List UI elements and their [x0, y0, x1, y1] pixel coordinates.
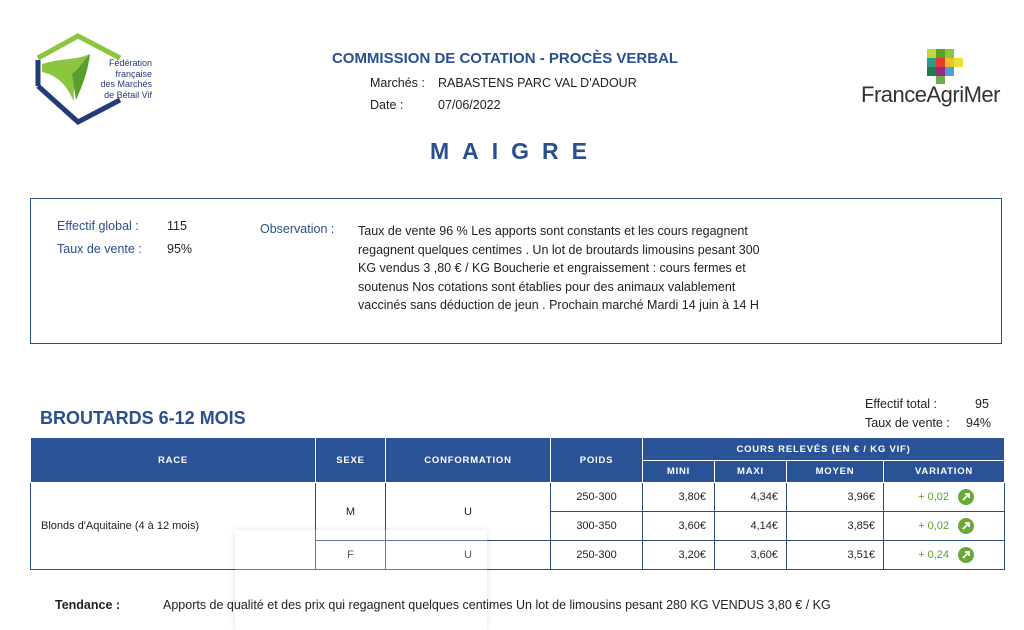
arrow-up-right-icon — [958, 518, 974, 534]
effectif-total-label: Effectif total : — [865, 397, 938, 411]
header-maxi: MAXI — [715, 461, 787, 483]
moyen-cell: 3,51€ — [787, 541, 884, 570]
category-title: BROUTARDS 6-12 MOIS — [40, 408, 246, 428]
variation-cell — [884, 541, 1005, 570]
variation-value: + 0,24 — [918, 549, 950, 561]
sexe-cell: F — [316, 541, 386, 570]
effectif-total-value: 95 — [975, 397, 989, 411]
effectif-global-value: 115 — [167, 219, 187, 233]
moyen-cell: 3,85€ — [787, 512, 884, 541]
taux-vente-label: Taux de vente : — [57, 242, 142, 256]
date-value: 07/06/2022 — [438, 98, 501, 112]
summary-box — [30, 198, 1002, 344]
poids-cell: 250-300 — [551, 483, 643, 512]
maxi-cell: 4,34€ — [715, 483, 787, 512]
observation-text: Taux de vente 96 % Les apports sont constants et les cours regagnent regagnent quelques centimes . Un lot de broutards limousins pesant 300 KG vendus 3 ,80 € / KG Boucherie et engraissement : cours fermes et soutenus Nos cotations sont établies pour des animaux valablement vaccinés sans déduction de jeun . Prochain marché Mardi 14 juin à 14 H — [358, 224, 760, 312]
variation-value: + 0,02 — [918, 491, 950, 503]
header-race: RACE — [31, 438, 316, 483]
taux-vente-value: 95% — [167, 242, 193, 256]
category-taux-label: Taux de vente : — [865, 416, 950, 430]
franceagrimer-logo-text: FranceAgriMer — [861, 82, 1000, 107]
mini-cell: 3,80€ — [643, 483, 715, 512]
moyen-cell: 3,96€ — [787, 483, 884, 512]
document-title: COMMISSION DE COTATION - PROCÈS VERBAL — [331, 50, 679, 67]
variation-value: + 0,02 — [918, 520, 950, 532]
variation-cell — [884, 483, 1005, 512]
variation-cell — [884, 512, 1005, 541]
header-conformation: CONFORMATION — [386, 438, 551, 483]
category-taux-value: 94% — [966, 416, 992, 430]
header-moyen: MOYEN — [787, 461, 884, 483]
arrow-up-right-icon — [958, 547, 974, 563]
arrow-up-right-icon — [958, 489, 974, 505]
conformation-cell: U — [386, 541, 551, 570]
header-poids: POIDS — [551, 438, 643, 483]
header-variation: VARIATION — [884, 461, 1005, 483]
market-label: Marchés : — [370, 76, 425, 90]
sexe-cell: M — [316, 483, 386, 541]
header-mini: MINI — [643, 461, 715, 483]
poids-cell: 300-350 — [551, 512, 643, 541]
poids-cell: 250-300 — [551, 541, 643, 570]
price-table — [30, 437, 1005, 570]
mini-cell: 3,20€ — [643, 541, 715, 570]
mini-cell: 3,60€ — [643, 512, 715, 541]
federation-logo-text: Fédération française des Marchés de Bétail Vif — [100, 58, 152, 100]
race-cell: Blonds d'Aquitaine (4 à 12 mois) — [31, 483, 316, 570]
observation-label: Observation : — [260, 222, 335, 236]
table-row — [31, 483, 1005, 512]
header-cours: COURS RELEVÉS (EN € / KG VIF) — [643, 438, 1005, 461]
conformation-cell: U — [386, 483, 551, 541]
effectif-global-label: Effectif global : — [57, 219, 139, 233]
market-value: RABASTENS PARC VAL D'ADOUR — [438, 76, 637, 90]
maxi-cell: 4,14€ — [715, 512, 787, 541]
section-heading: MAIGRE — [430, 138, 600, 164]
header-sexe: SEXE — [316, 438, 386, 483]
tendance-text: Apports de qualité et des prix qui regagnent quelques centimes Un lot de limousins pesant 280 KG VENDUS 3,80 € / KG — [163, 598, 831, 612]
tendance-label: Tendance : — [55, 598, 121, 612]
date-label: Date : — [370, 98, 404, 112]
maxi-cell: 3,60€ — [715, 541, 787, 570]
federation-logo — [32, 30, 167, 125]
